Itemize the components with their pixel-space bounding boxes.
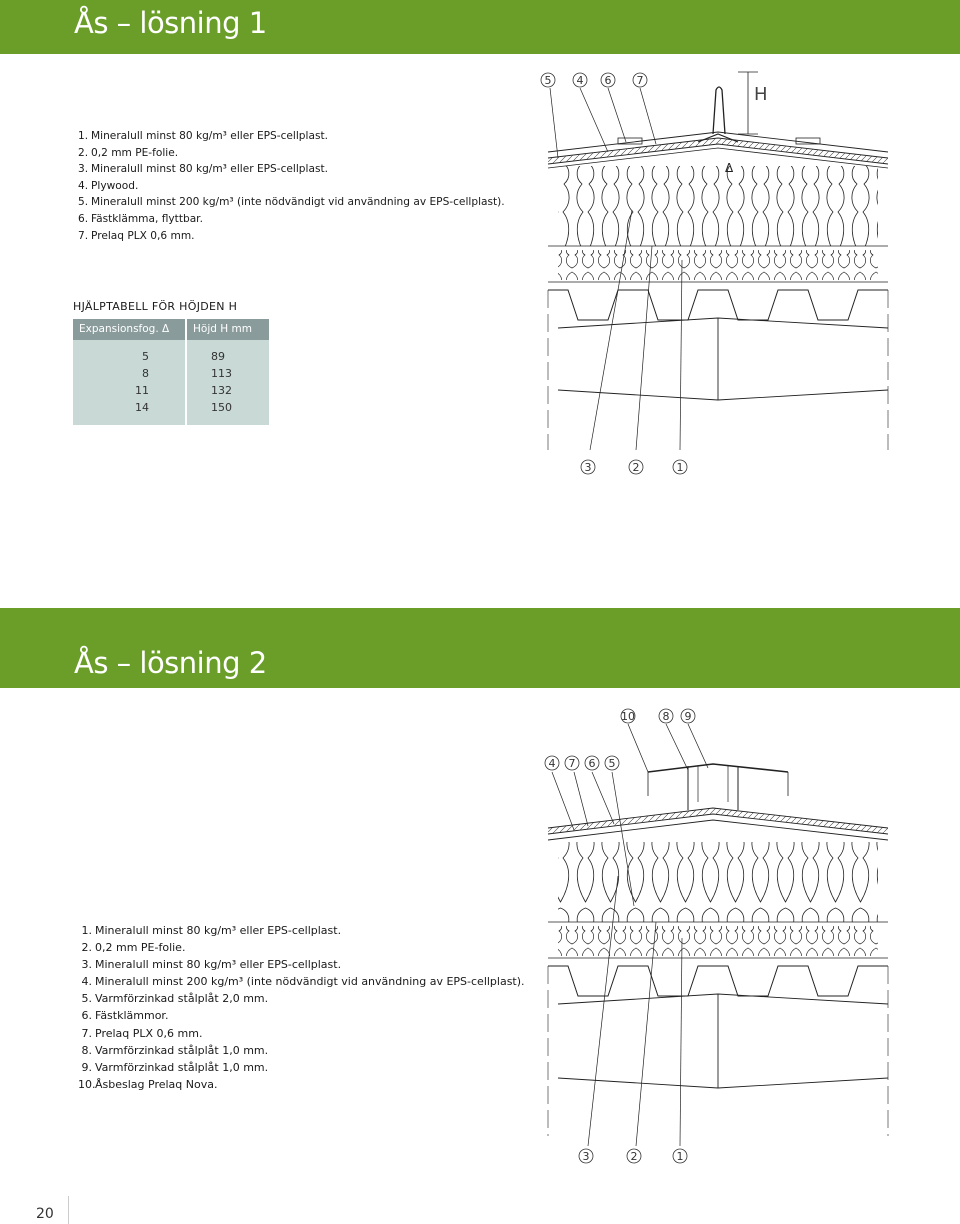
page-divider (68, 1196, 69, 1224)
table-cell: 89 (211, 350, 225, 363)
height-label: H (754, 84, 768, 105)
legend-item: 8. Varmförzinkad stålplåt 1,0 mm. (81, 1043, 269, 1057)
legend-item: 4. Plywood. (78, 179, 139, 192)
column-divider (185, 319, 187, 425)
legend-item: 1. Mineralull minst 80 kg/m³ eller EPS-cellplast. (81, 924, 342, 937)
callout-label: 4 (548, 757, 556, 770)
section-header-band (0, 0, 960, 54)
callout-label: 2 (630, 1150, 638, 1163)
page-number: 20 (36, 1206, 54, 1222)
table-cell: 14 (135, 401, 149, 414)
callout-label: 1 (676, 461, 684, 474)
legend-item: 7. Prelaq PLX 0,6 mm. (78, 229, 195, 242)
section-header-band (0, 608, 960, 688)
legend-item: 6. Fästklämma, flyttbar. (78, 212, 203, 225)
helper-table (73, 319, 269, 425)
callout-label: 5 (544, 74, 552, 87)
table-cell: 5 (142, 350, 149, 363)
legend-item: 5. Mineralull minst 200 kg/m³ (inte nödvändigt vid användning av EPS-cellplast). (78, 196, 505, 209)
column-header: Expansionsfog. Δ (79, 323, 170, 335)
legend-list (78, 922, 525, 1093)
ridge-detail-drawing-1 (544, 60, 888, 480)
callout-label: 10 (621, 710, 635, 723)
gap-label: Δ (725, 161, 734, 175)
callout-label: 3 (584, 461, 592, 474)
legend-item: 10.Åsbeslag Prelaq Nova. (78, 1077, 218, 1091)
callout-label: 8 (662, 710, 670, 723)
table-cell: 132 (211, 384, 232, 397)
section-title: Ås – lösning 1 (74, 6, 267, 40)
table-cell: 150 (211, 401, 232, 414)
legend-item: 4. Mineralull minst 200 kg/m³ (inte nödvändigt vid användning av EPS-cellplast). (81, 975, 525, 989)
callout-label: 7 (568, 757, 576, 770)
legend-item: 2. 0,2 mm PE-folie. (81, 941, 186, 955)
ridge-detail-drawing-2 (548, 706, 888, 1174)
legend-item: 1. Mineralull minst 80 kg/m³ eller EPS-cellplast. (78, 130, 329, 142)
callout-label: 5 (608, 757, 616, 770)
section-title: Ås – lösning 2 (74, 646, 267, 680)
callout-label: 4 (576, 74, 584, 87)
callout-label: 6 (588, 757, 596, 770)
table-cell: 8 (142, 367, 149, 380)
legend-item: 2. 0,2 mm PE-folie. (78, 146, 179, 159)
column-header: Höjd H mm (193, 323, 252, 335)
legend-item: 3. Mineralull minst 80 kg/m³ eller EPS-cellplast. (81, 958, 342, 972)
callout-label: 3 (582, 1150, 590, 1163)
table-cell: 11 (135, 384, 149, 397)
legend-item: 6. Fästklämmor. (81, 1009, 169, 1023)
callout-label: 7 (636, 74, 644, 87)
legend-list (78, 128, 505, 244)
legend-item: 9. Varmförzinkad stålplåt 1,0 mm. (81, 1060, 269, 1074)
legend-item: 7. Prelaq PLX 0,6 mm. (81, 1026, 203, 1040)
legend-item: 5. Varmförzinkad stålplåt 2,0 mm. (81, 992, 269, 1006)
callout-label: 9 (684, 710, 692, 723)
callout-label: 1 (676, 1150, 684, 1163)
table-header (73, 319, 269, 340)
table-body (73, 340, 269, 425)
callout-label: 2 (632, 461, 640, 474)
helper-table-title: HJÄLPTABELL FÖR HÖJDEN H (73, 300, 238, 313)
callout-label: 6 (604, 74, 612, 87)
legend-item: 3. Mineralull minst 80 kg/m³ eller EPS-cellplast. (78, 163, 329, 176)
table-cell: 113 (211, 367, 232, 380)
